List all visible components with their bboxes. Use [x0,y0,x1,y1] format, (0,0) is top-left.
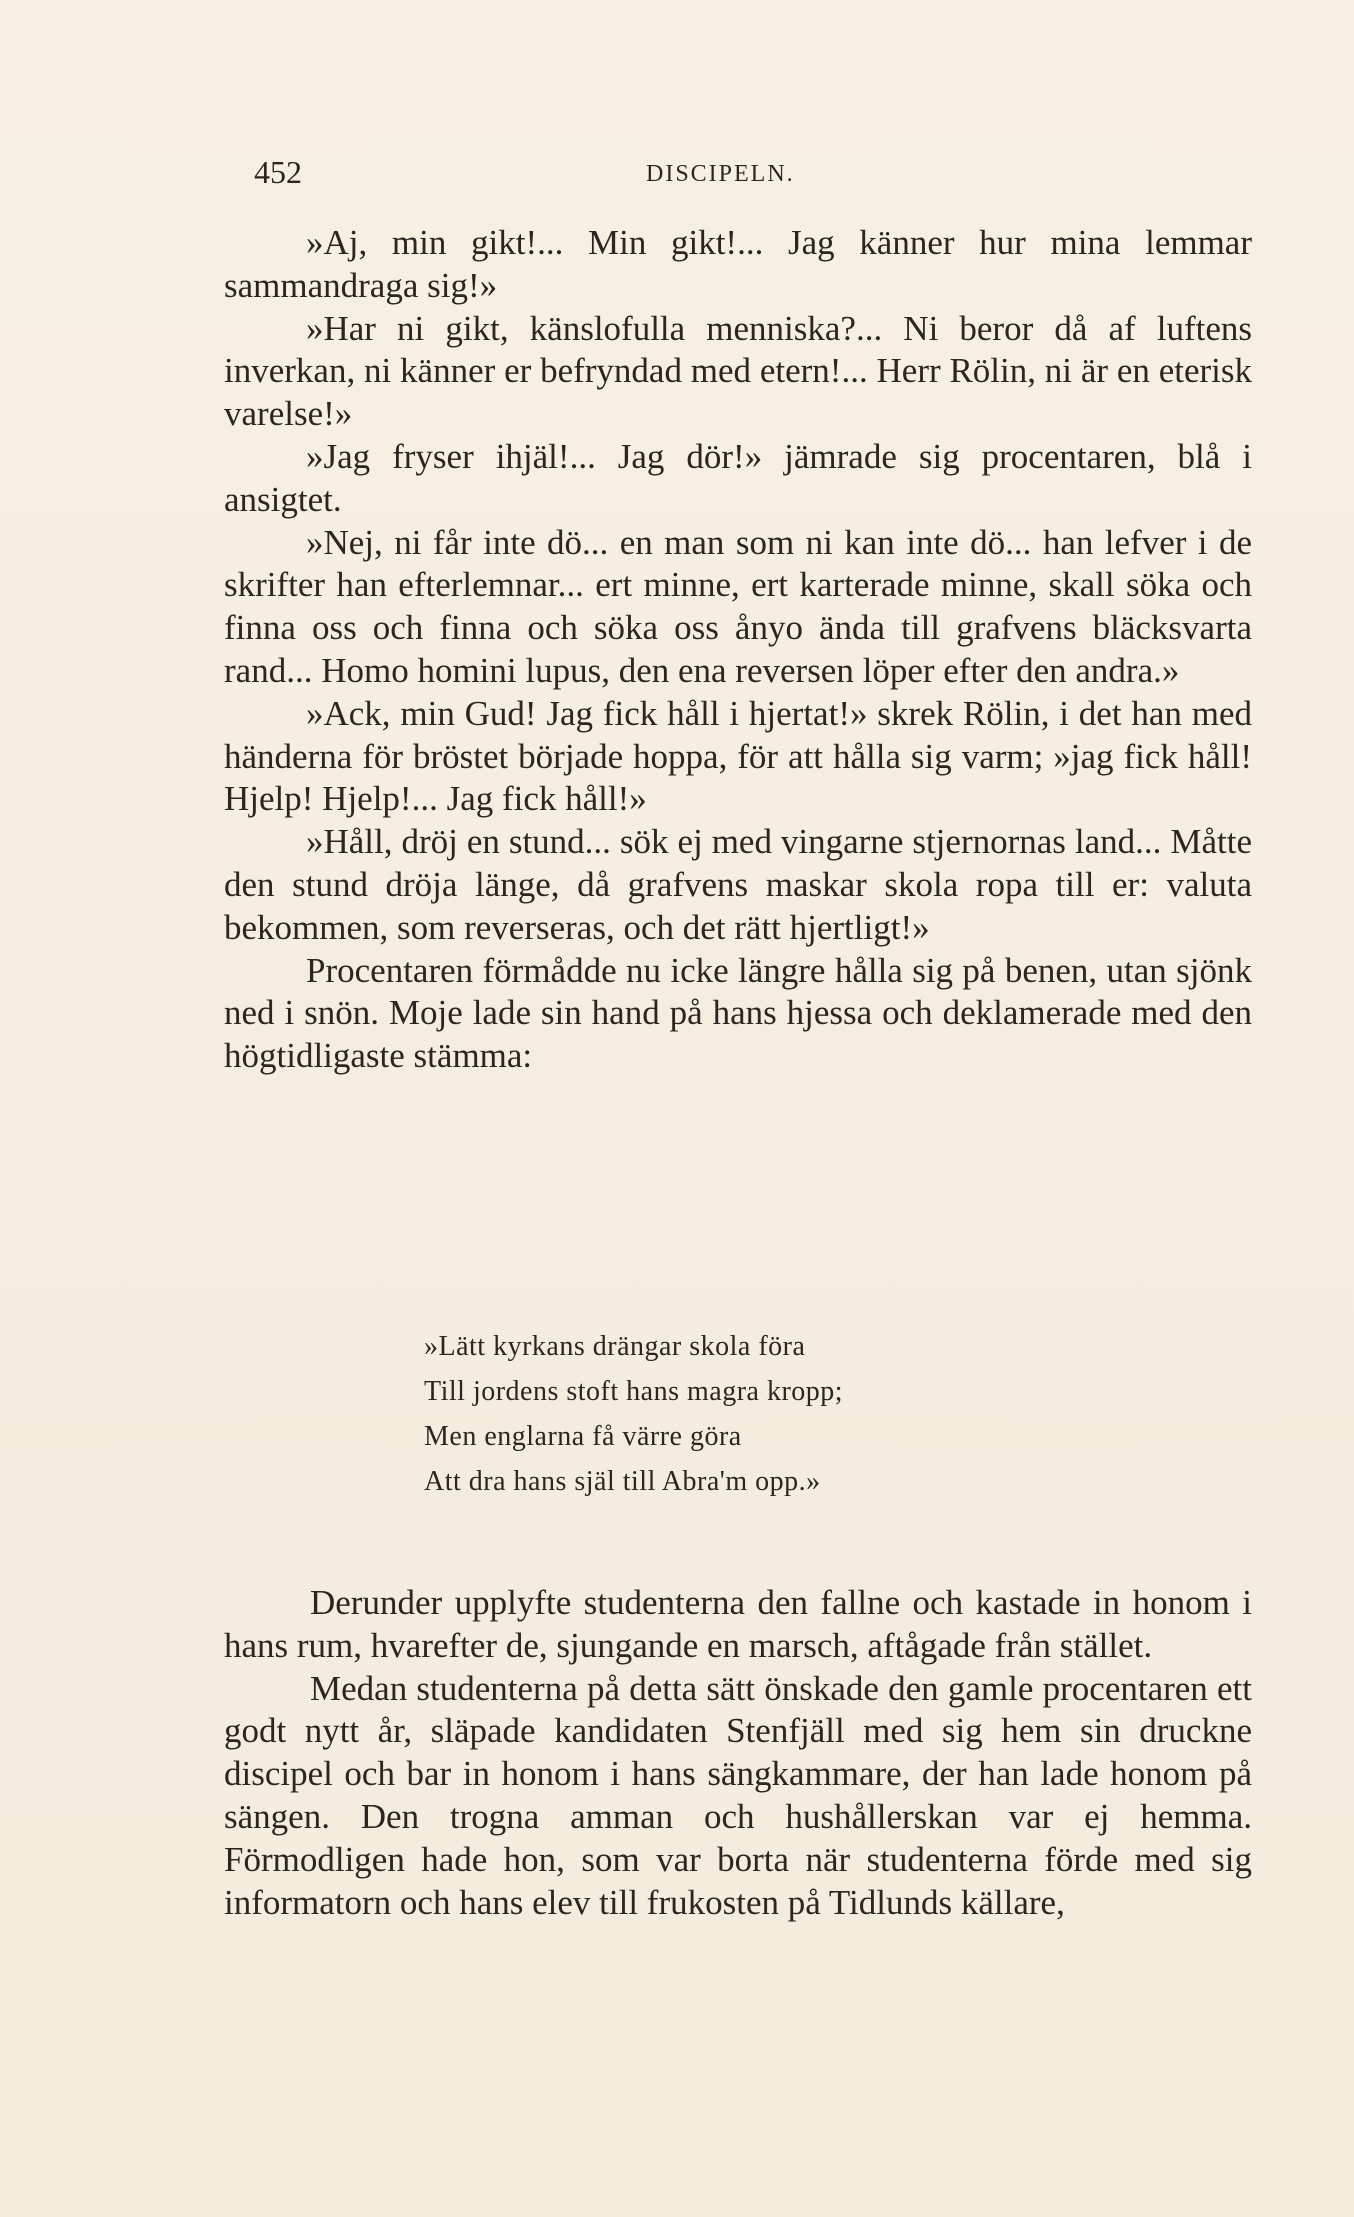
paragraph: Procentaren förmådde nu icke längre hålla sig på benen, utan sjönk ned i snön. Moje lade sin hand på hans hjessa och deklamerade med den högtidligaste stämma: [224,950,1252,1076]
closing-text [224,1582,1252,1924]
poem-line: Att dra hans själ till Abra'm opp.» [424,1466,821,1497]
poem-stanza [424,1324,1124,1504]
paragraph: »Jag fryser ihjäl!... Jag dör!» jämrade sig procentaren, blå i ansigtet. [224,436,1252,519]
paragraph: »Håll, dröj en stund... sök ej med vingarne stjernornas land... Måtte den stund dröja länge, då grafvens maskar skola ropa till er: valuta bekommen, som reverseras, och det rätt hjertligt!» [224,822,1252,947]
paragraph: Derunder upplyfte studenterna den fallne och kastade in honom i hans rum, hvarefter de, sjungande en marsch, aftågade från stället. [224,1583,1252,1665]
poem-line: Men englarna få värre göra [424,1421,742,1452]
page-number: 452 [254,154,302,190]
paragraph: »Ack, min Gud! Jag fick håll i hjertat!» skrek Rölin, i det han med händerna för bröstet började hoppa, för att hålla sig varm; »jag fick håll! Hjelp! Hjelp!... Jag fick håll!» [224,693,1252,819]
paragraph: »Har ni gikt, känslofulla menniska?... Ni beror då af luftens inverkan, ni känner er befryndad med etern!... Herr Rölin, ni är en eterisk varelse!» [224,308,1252,434]
poem-line: »Lätt kyrkans drängar skola föra [424,1331,806,1362]
paragraph: Medan studenterna på detta sätt önskade den gamle procentaren ett godt nytt år, släpade kandidaten Stenfjäll med sig hem sin druckne discipel och bar in honom i hans sängkammare, der han lade honom på sängen. Den trogna amman och hushållerskan var ej hemma. Förmodligen hade hon, som var borta när studenterna förde med sig informatorn och hans elev till frukosten på Tidlunds källare, [224,1668,1252,1922]
paragraph: »Nej, ni får inte dö... en man som ni kan inte dö... han lefver i de skrifter han efterlemnar... ert minne, ert karterade minne, skall söka och finna oss och finna och söka oss ånyo ända till grafvens bläcksvarta rand... Homo homini lupus, den ena reversen löper efter den andra.» [224,522,1252,690]
running-title: DISCIPELN. [646,161,795,187]
poem-line: Till jordens stoft hans magra kropp; [424,1376,844,1407]
dialogue-text [224,222,1252,1078]
paragraph: »Aj, min gikt!... Min gikt!... Jag känner hur mina lemmar sammandraga sig!» [224,223,1252,305]
